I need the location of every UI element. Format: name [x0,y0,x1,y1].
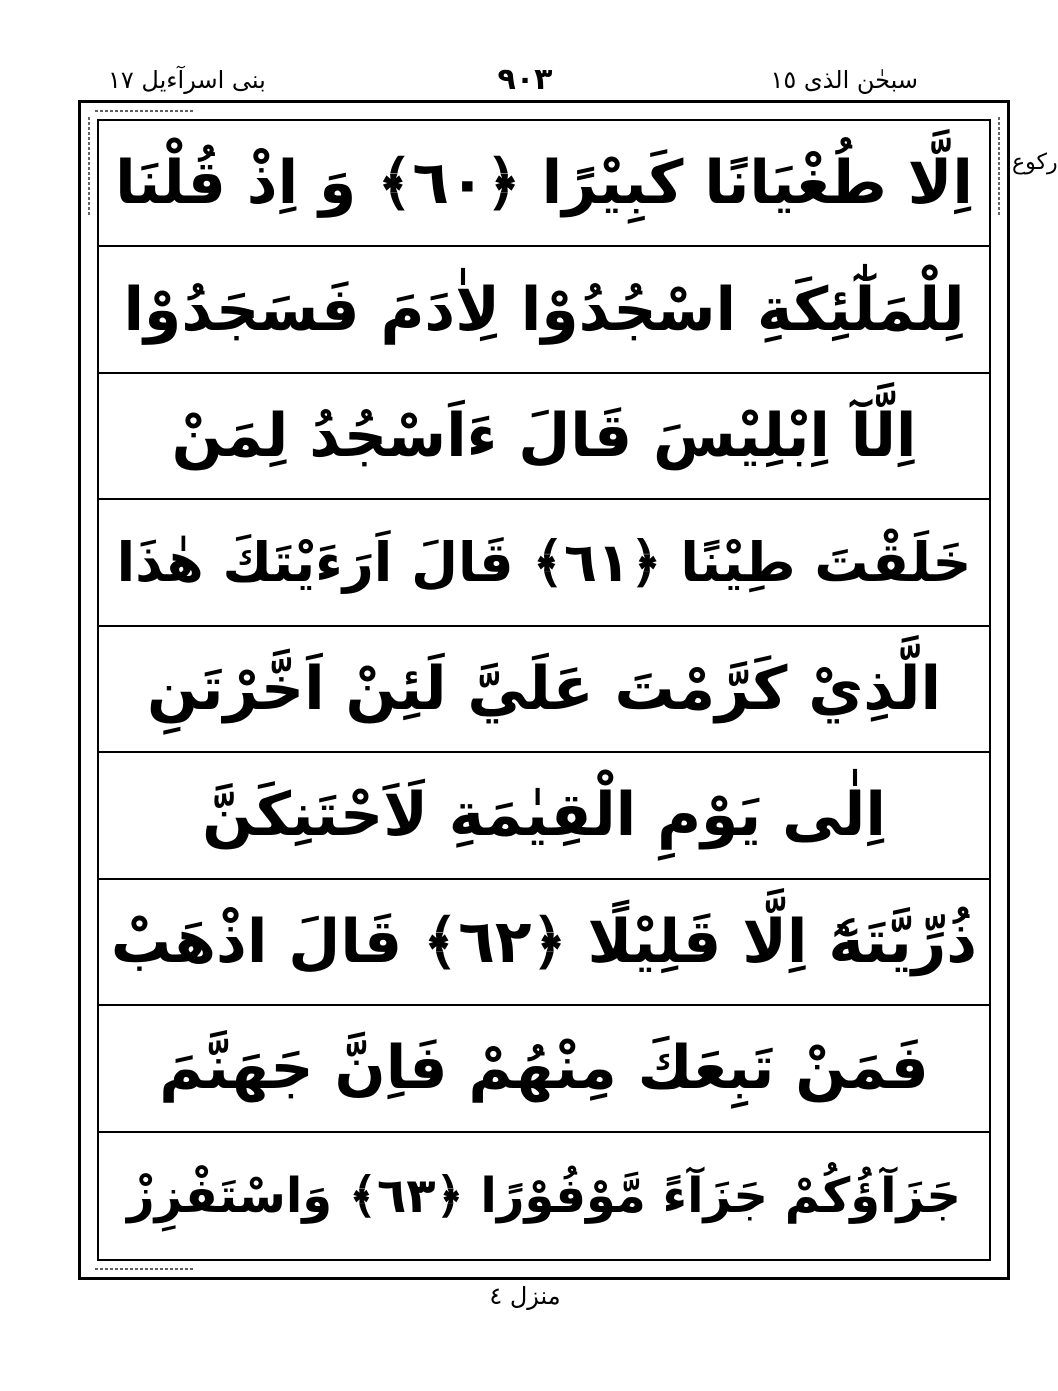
verse-line: فَمَنْ تَبِعَكَ مِنْهُمْ فَاِنَّ جَهَنَّمَ [99,1006,989,1132]
verse-line: اِلٰى يَوْمِ الْقِيٰمَةِ لَاَحْتَنِكَنَّ [99,753,989,879]
verse-line: ذُرِّيَّتَهٗٓ اِلَّا قَلِيْلًا ﴿٦٢﴾ قَالَ اذْهَبْ [99,880,989,1006]
verse-lines [99,121,989,1259]
chain-border-left [82,117,96,217]
verse-line: الَّذِيْ كَرَّمْتَ عَلَيَّ لَئِنْ اَخَّرْتَنِ [99,627,989,753]
verse-line: جَزَآؤُكُمْ جَزَآءً مَّوْفُوْرًا ﴿٦٣﴾ وَاسْتَفْزِزْ [127,1167,961,1224]
chain-border-top [95,104,195,118]
header-juz-name: سبحٰن الذی ١٥ [770,66,918,94]
page-header [0,62,1050,102]
manzil-footer: منزل ٤ [489,1282,561,1310]
page-number: ٩٠٣ [497,62,553,97]
page-border [78,100,1010,1280]
text-area [97,119,991,1261]
header-surah-name: بنی اسرآءیل ١٧ [108,66,266,94]
ruku-margin-mark: ركوع [1012,150,1058,175]
verse-line: خَلَقْتَ طِيْنًا ﴿٦١﴾ قَالَ اَرَءَيْتَكَ هٰذَا [99,500,989,626]
chain-border-bottom [95,1262,195,1276]
verse-line: لِلْمَلٰٓئِكَةِ اسْجُدُوْا لِاٰدَمَ فَسَجَدُوْا [99,247,989,373]
chain-border-right [992,117,1006,217]
verse-line: اِلَّآ اِبْلِيْسَ قَالَ ءَاَسْجُدُ لِمَنْ [99,374,989,500]
verse-line: اِلَّا طُغْيَانًا كَبِيْرًا ﴿٦٠﴾ وَ اِذْ قُلْنَا [99,121,989,247]
